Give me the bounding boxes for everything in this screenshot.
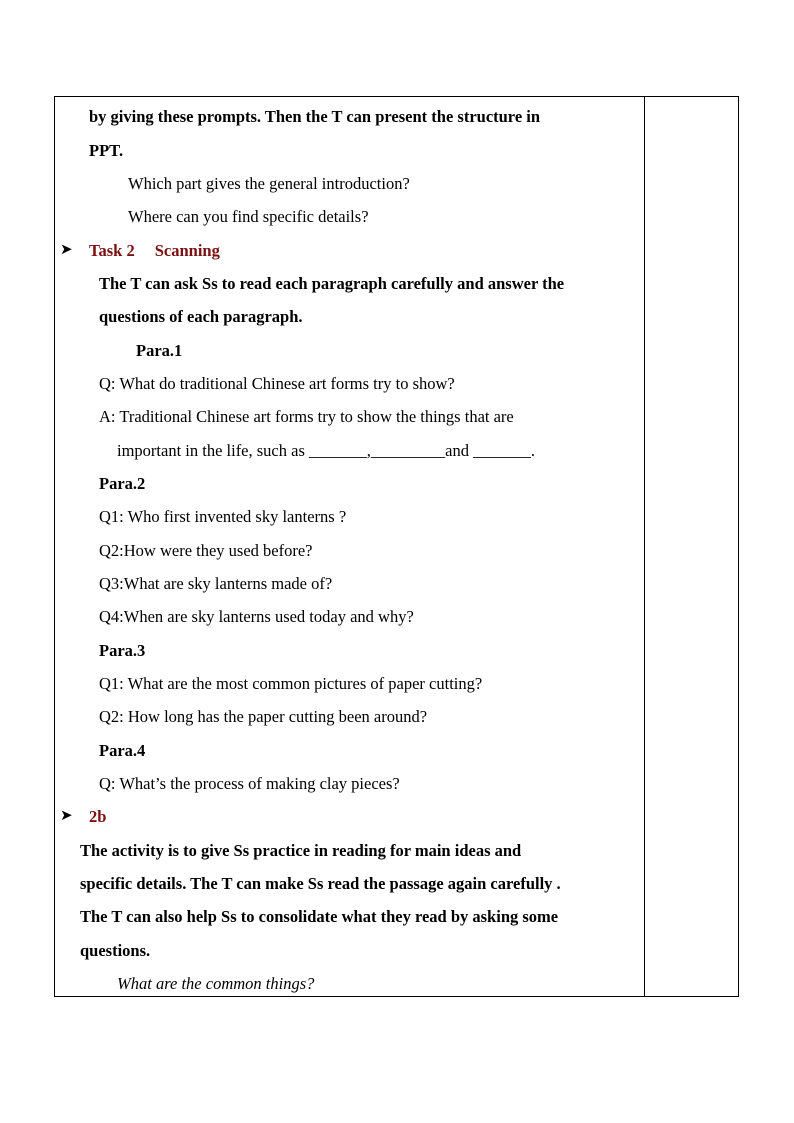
text-line: PPT.: [89, 141, 124, 160]
question: Q1: Who first invented sky lanterns ?: [99, 507, 347, 526]
arrow-bullet-icon: ➤: [60, 242, 73, 258]
section-2b-heading: 2b: [89, 807, 107, 826]
para-heading: Para.1: [136, 341, 183, 360]
answer: important in the life, such as _______,_________and _______.: [117, 441, 535, 460]
text-line: The T can ask Ss to read each paragraph carefully and answer the: [99, 274, 565, 293]
text-line: questions of each paragraph.: [99, 307, 303, 326]
para-heading: Para.2: [99, 474, 146, 493]
example-question: What are the common things?: [117, 974, 315, 993]
task2-title: Scanning: [154, 241, 220, 260]
para-heading: Para.3: [99, 641, 146, 660]
prompt-question: Which part gives the general introduction?: [128, 174, 410, 193]
text-line: The T can also help Ss to consolidate what they read by asking some: [80, 907, 559, 926]
task2-heading: [89, 241, 220, 261]
question: Q: What do traditional Chinese art forms try to show?: [99, 374, 455, 393]
text-line: by giving these prompts. Then the T can present the structure in: [89, 107, 541, 126]
text-line: specific details. The T can make Ss read the passage again carefully .: [80, 874, 561, 893]
question: Q2: How long has the paper cutting been around?: [99, 707, 428, 726]
prompt-question: Where can you find specific details?: [128, 207, 369, 226]
task2-label: Task 2: [89, 241, 135, 260]
question: Q1: What are the most common pictures of paper cutting?: [99, 674, 483, 693]
question: Q: What’s the process of making clay pieces?: [99, 774, 400, 793]
question: Q3:What are sky lanterns made of?: [99, 574, 333, 593]
column-divider: [644, 96, 645, 997]
para-heading: Para.4: [99, 741, 146, 760]
arrow-bullet-icon: ➤: [60, 808, 73, 824]
text-line: questions.: [80, 941, 151, 960]
text-line: The activity is to give Ss practice in reading for main ideas and: [80, 841, 522, 860]
question: Q2:How were they used before?: [99, 541, 313, 560]
question: Q4:When are sky lanterns used today and why?: [99, 607, 414, 626]
answer: A: Traditional Chinese art forms try to show the things that are: [99, 407, 514, 426]
